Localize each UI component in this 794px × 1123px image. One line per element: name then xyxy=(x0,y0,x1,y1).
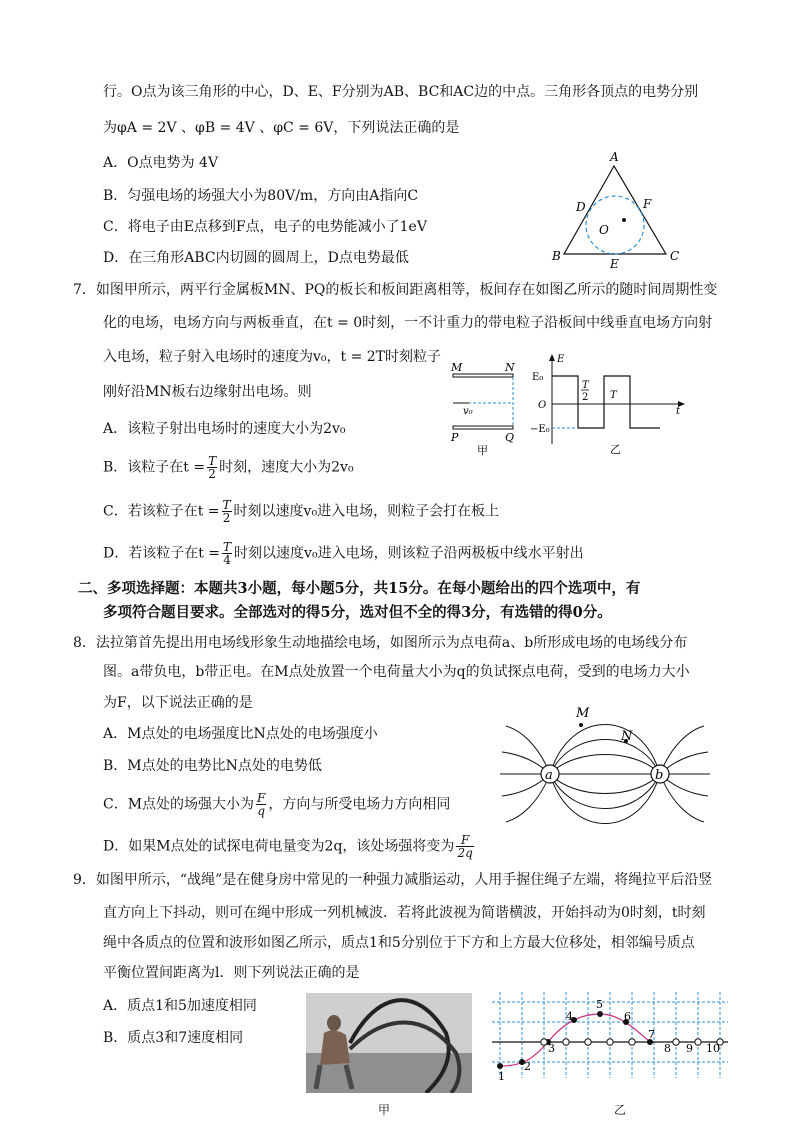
svg-text:P: P xyxy=(451,431,459,444)
caption-yi: 乙 xyxy=(614,1103,627,1117)
wave-diagram xyxy=(492,990,732,1085)
field-lines-figure xyxy=(500,700,710,835)
plates-figure xyxy=(445,358,525,456)
svg-text:2: 2 xyxy=(524,1060,531,1073)
q9-option-b: B．质点3和7速度相同 xyxy=(103,1030,244,1046)
q9-line2: 直方向上下抖动，则可在绳中形成一列机械波．若将此波视为简谐横波，开始抖动为0时刻，t时刻 xyxy=(103,905,706,921)
svg-text:a: a xyxy=(545,768,553,783)
q7-option-a: A．该粒子射出电场时的速度大小为2v₀ xyxy=(103,421,346,437)
q6-option-b: B．匀强电场的场强大小为80V/m，方向由A指向C xyxy=(103,188,419,204)
q6-option-a: A．O点电势为 4V xyxy=(103,155,219,171)
q8-line2: 图。a带负电，b带正电。在M点处放置一个电荷量大小为q的负试探点电荷，受到的电场力大小 xyxy=(103,664,690,680)
caption-jia: 甲 xyxy=(378,1103,391,1117)
svg-text:b: b xyxy=(655,768,664,783)
svg-text:O: O xyxy=(538,400,547,411)
svg-text:7: 7 xyxy=(648,1028,655,1041)
svg-text:3: 3 xyxy=(548,1042,555,1055)
battle-rope-photo xyxy=(306,993,472,1093)
svg-text:E₀: E₀ xyxy=(532,372,544,383)
svg-text:M: M xyxy=(576,706,590,721)
label-a: A xyxy=(610,150,619,164)
q8-option-b: B．M点处的电势比N点处的电势低 xyxy=(103,758,322,774)
svg-text:8: 8 xyxy=(664,1042,671,1055)
q9-line3: 绳中各质点的位置和波形如图乙所示，质点1和5分别位于下方和上方最大位移处，相邻编号质点 xyxy=(103,935,695,951)
svg-text:v₀: v₀ xyxy=(463,406,473,417)
section2-line1: 二、多项选择题：本题共3小题，每小题5分，共15分。在每小题给出的四个选项中，有 xyxy=(78,580,641,597)
center-dot-o xyxy=(622,218,626,222)
q8-option-c: C．M点处的场强大小为 $\frac{F}{q}$ ，方向与所受电场力方向相同 xyxy=(103,791,451,818)
q7-line4: 刚好沿MN板右边缘射出电场。则 xyxy=(103,384,312,400)
label-c: C xyxy=(670,249,680,263)
q7-line2: 化的电场，电场方向与两板垂直，在t = 0时刻，一不计重力的带电粒子沿板间中线垂直电场方向射 xyxy=(103,315,713,331)
q6-line1: 行。O点为该三角形的中心，D、E、F分别为AB、BC和AC边的中点。三角形各顶点的电势分别 xyxy=(103,84,699,100)
q7-line3: 入电场，粒子射入电场时的速度为v₀，t = 2T时刻粒子 xyxy=(103,349,442,365)
q8-option-d: D．如果M点处的试探电荷电量变为2q，该处场强将变为 $\frac{F}{2q}$ xyxy=(103,833,473,860)
svg-text:甲: 甲 xyxy=(477,444,488,456)
q7-line1: 7．如图甲所示，两平行金属板MN、PQ的板长和板间距离相等，板间存在如图乙所示的随时间周期性变 xyxy=(73,282,718,298)
svg-text:5: 5 xyxy=(596,998,603,1011)
q8-line1: 8．法拉第首先提出用电场线形象生动地描绘电场，如图所示为点电荷a、b所形成电场的电场线分布 xyxy=(73,635,688,651)
q9-option-a: A．质点1和5加速度相同 xyxy=(103,998,257,1014)
label-o: O xyxy=(599,223,609,237)
svg-text:乙: 乙 xyxy=(610,443,621,456)
field-time-graph xyxy=(530,352,690,456)
svg-text:N: N xyxy=(621,729,633,744)
svg-text:T: T xyxy=(610,390,617,401)
svg-text:M: M xyxy=(451,361,463,374)
svg-text:9: 9 xyxy=(686,1042,693,1055)
label-e: E xyxy=(610,257,619,270)
q8-option-a: A．M点处的电场强度比N点处的电场强度小 xyxy=(103,726,378,742)
q6-option-d: D．在三角形ABC内切圆的圆周上，D点电势最低 xyxy=(103,250,409,266)
svg-text:N: N xyxy=(505,361,515,374)
label-b: B xyxy=(552,249,561,263)
incircle xyxy=(586,196,644,254)
svg-text:−E₀: −E₀ xyxy=(530,424,550,435)
triangle-figure xyxy=(540,150,690,270)
q9-line4: 平衡位置间距离为l．则下列说法正确的是 xyxy=(103,965,360,981)
label-d: D xyxy=(576,200,586,214)
svg-text:10: 10 xyxy=(706,1042,720,1055)
svg-text:4: 4 xyxy=(566,1010,573,1023)
label-f: F xyxy=(643,197,652,211)
q9-line1: 9．如图甲所示，“战绳”是在健身房中常见的一种强力减脂运动，人用手握住绳子左端，将绳拉平后沿竖 xyxy=(73,872,713,888)
svg-text:Q: Q xyxy=(505,431,515,444)
svg-text:6: 6 xyxy=(624,1010,631,1023)
section2-line2: 多项符合题目要求。全部选对的得5分，选对但不全的得3分，有选错的得0分。 xyxy=(103,604,612,621)
q8-line3: 为F，以下说法正确的是 xyxy=(103,695,253,711)
svg-text:1: 1 xyxy=(498,1070,505,1083)
svg-text:E: E xyxy=(557,354,565,365)
svg-text:2: 2 xyxy=(582,392,589,403)
q6-line2: 为φA = 2V 、φB = 4V 、φC = 6V，下列说法正确的是 xyxy=(103,120,460,136)
q7-option-d: D．若该粒子在t = $\frac{T}{4}$ 时刻以速度v₀进入电场，则该粒子沿两极板中线水平射出 xyxy=(103,540,584,567)
q7-option-b: B．该粒子在t = $\frac{T}{2}$ 时刻，速度大小为2v₀ xyxy=(103,454,354,481)
q7-option-c: C．若该粒子在t = $\frac{T}{2}$ 时刻以速度v₀进入电场，则粒子会打在板上 xyxy=(103,498,500,525)
q6-option-c: C．将电子由E点移到F点，电子的电势能减小了1eV xyxy=(103,219,427,235)
svg-text:T: T xyxy=(582,380,589,391)
svg-text:t: t xyxy=(676,406,681,417)
